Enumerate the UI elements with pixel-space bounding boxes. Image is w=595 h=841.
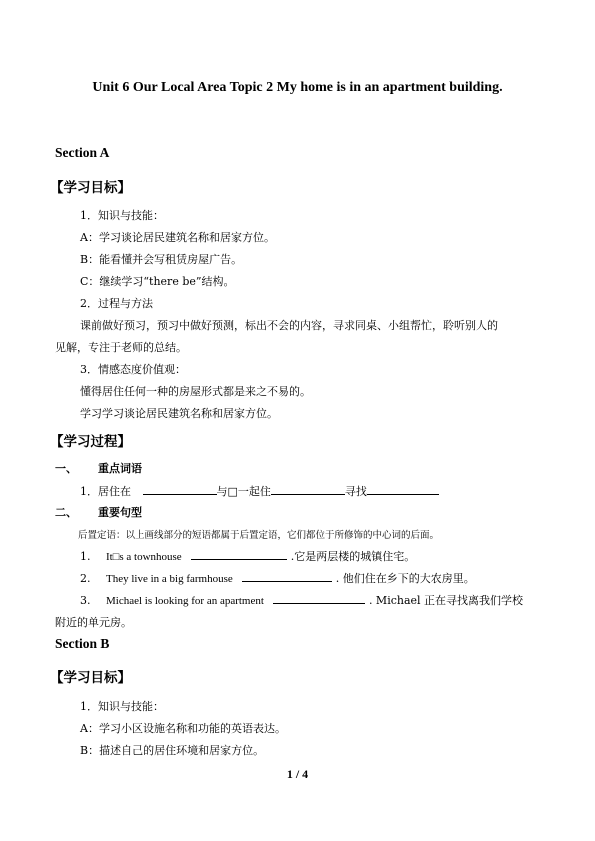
goal1-a: A：学习谈论居民建筑名称和居家方位。	[80, 231, 275, 244]
goal3-line2: 学习学习谈论居民建筑名称和居家方位。	[80, 407, 278, 420]
sentence-2	[80, 570, 475, 586]
vocab-seg3: 寻找	[344, 485, 367, 498]
section-b-goal1-a: A：学习小区设施名称和功能的英语表达。	[80, 722, 286, 735]
goal1-title: 1．知识与技能：	[80, 209, 164, 222]
goal1-c: C：继续学习“there be”结构。	[80, 275, 235, 288]
part1-number: 一、	[55, 462, 77, 475]
vocab-blank-3[interactable]	[367, 483, 439, 495]
sentence-2-english: They live in a big farmhouse	[106, 573, 233, 585]
grammar-note: 后置定语：以上画线部分的短语都属于后置定语，它们都位于所修饰的中心词的后面。	[78, 530, 440, 541]
goal2-text-line1: 课前做好预习，预习中做好预测，标出不会的内容，寻求同桌、小组帮忙，聆听别人的	[80, 319, 498, 332]
learning-goals-header: 【学习目标】	[50, 180, 131, 196]
goal1-b: B：能看懂并会写租赁房屋广告。	[80, 253, 243, 266]
vocab-blank-1[interactable]	[143, 483, 217, 495]
sentence-1-chinese: .它是两层楼的城镇住宅。	[290, 550, 416, 563]
section-b-goal1-b: B：描述自己的居住环境和居家方位。	[80, 744, 265, 757]
vocab-seg1: 居住在	[98, 485, 131, 498]
section-b-goal1-title: 1．知识与技能：	[80, 700, 164, 713]
goal3-title: 3．情感态度价值观：	[80, 363, 186, 376]
sentence-3-continuation: 附近的单元房。	[55, 616, 132, 629]
part1-title: 重点词语	[98, 462, 142, 475]
sentence-2-blank[interactable]	[242, 570, 332, 582]
learning-process-header: 【学习过程】	[50, 434, 131, 450]
vocab-blank-2[interactable]	[271, 483, 345, 495]
document-title: Unit 6 Our Local Area Topic 2 My home is in an apartment building.	[92, 80, 503, 95]
goal3-line1: 懂得居住任何一种的房屋形式都是来之不易的。	[80, 385, 311, 398]
sentence-3-chinese: . Michael 正在寻找离我们学校	[368, 594, 524, 607]
section-b-heading: Section B	[55, 636, 110, 651]
sentence-2-number: 2.	[80, 572, 91, 585]
part2-title: 重要句型	[98, 506, 142, 519]
sentence-1-blank[interactable]	[191, 548, 287, 560]
goal2-title: 2．过程与方法	[80, 297, 153, 310]
vocab-line	[80, 483, 439, 499]
sentence-3	[80, 592, 523, 608]
vocab-seg2: 与□一起住	[216, 485, 271, 498]
sentence-3-number: 3.	[80, 594, 91, 607]
sentence-3-english: Michael is looking for an apartment	[106, 595, 264, 607]
sentence-1-number: 1.	[80, 550, 91, 563]
sentence-2-chinese: . 他们住在乡下的大农房里。	[335, 572, 475, 585]
goal2-text-line2: 见解，专注于老师的总结。	[55, 341, 187, 354]
sentence-3-blank[interactable]	[273, 592, 365, 604]
page-number: 1 / 4	[286, 767, 309, 781]
part2-number: 二、	[55, 506, 77, 519]
sentence-1	[80, 548, 415, 564]
section-a-heading: Section A	[55, 145, 110, 160]
section-b-goals-header: 【学习目标】	[50, 670, 131, 686]
sentence-1-english: It□s a townhouse	[106, 551, 182, 563]
vocab-item-number: 1．	[80, 485, 98, 498]
